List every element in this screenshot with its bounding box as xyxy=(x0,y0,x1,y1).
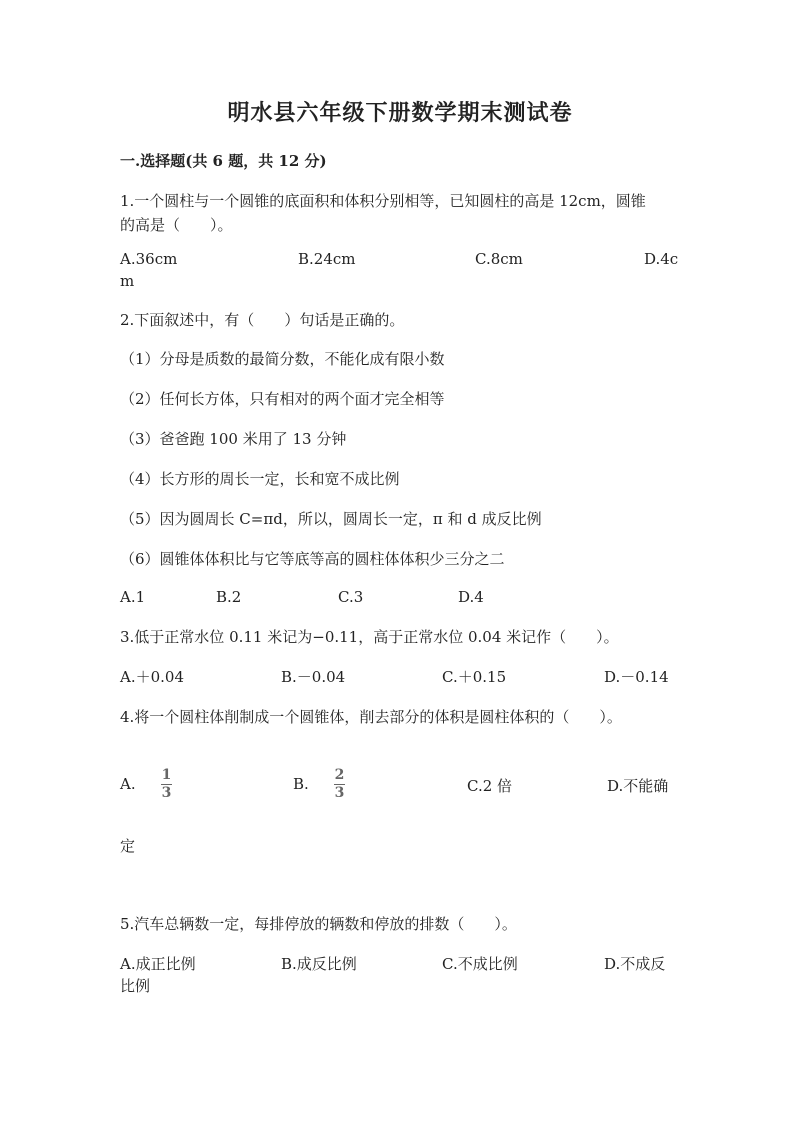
q2-statement-4: （4）长方形的周长一定，长和宽不成比例 xyxy=(120,470,400,488)
q1-option-d-wrap: m xyxy=(120,272,135,290)
q3-option-d: D.－0.14 xyxy=(604,668,669,686)
q1-stem-line1: 1.一个圆柱与一个圆锥的底面积和体积分别相等，已知圆柱的高是 12cm，圆锥 xyxy=(120,192,646,210)
q2-statement-1: （1）分母是质数的最简分数，不能化成有限小数 xyxy=(120,350,445,368)
q2-option-a: A.1 xyxy=(120,588,146,606)
q1-option-a: A.36cm xyxy=(120,250,178,268)
q5-option-b: B.成反比例 xyxy=(281,955,357,973)
q4-b-denominator: 3 xyxy=(334,785,345,801)
q2-statement-6: （6）圆锥体体积比与它等底等高的圆柱体体积少三分之二 xyxy=(120,550,505,568)
q5-option-c: C.不成比例 xyxy=(442,955,518,973)
q2-stem: 2.下面叙述中，有（ ）句话是正确的。 xyxy=(120,311,405,329)
q4-option-d: D.不能确 xyxy=(607,777,669,795)
q5-option-d-wrap: 比例 xyxy=(120,977,151,995)
page-title: 明水县六年级下册数学期末测试卷 xyxy=(227,100,573,126)
q5-option-a: A.成正比例 xyxy=(120,955,196,973)
q3-stem: 3.低于正常水位 0.11 米记为−0.11，高于正常水位 0.04 米记作（ ）。 xyxy=(120,628,619,646)
section-heading: 一.选择题(共 6 题，共 12 分) xyxy=(120,152,327,170)
q5-stem: 5.汽车总辆数一定，每排停放的辆数和停放的排数（ ）。 xyxy=(120,915,517,933)
q1-option-b: B.24cm xyxy=(298,250,356,268)
q4-b-numerator: 2 xyxy=(334,767,345,783)
q3-option-b: B.－0.04 xyxy=(281,668,346,686)
q2-option-b: B.2 xyxy=(216,588,242,606)
q4-option-a: A. xyxy=(120,775,136,793)
q1-option-d: D.4c xyxy=(644,250,679,268)
q4-a-denominator: 3 xyxy=(161,785,172,801)
q4-option-b-fraction xyxy=(334,768,345,801)
q4-option-b: B. xyxy=(293,775,309,793)
q3-option-a: A.＋0.04 xyxy=(120,668,184,686)
q4-a-numerator: 1 xyxy=(161,767,172,783)
q1-option-c: C.8cm xyxy=(475,250,523,268)
q1-stem-line2: 的高是（ ）。 xyxy=(120,216,233,234)
q2-option-c: C.3 xyxy=(338,588,364,606)
q2-statement-3: （3）爸爸跑 100 米用了 13 分钟 xyxy=(120,430,347,448)
q2-option-d: D.4 xyxy=(458,588,484,606)
q5-option-d: D.不成反 xyxy=(604,955,666,973)
q2-statement-5: （5）因为圆周长 C=πd，所以，圆周长一定，π 和 d 成反比例 xyxy=(120,510,542,528)
q4-stem: 4.将一个圆柱体削制成一个圆锥体，削去部分的体积是圆柱体积的（ ）。 xyxy=(120,708,622,726)
q2-statement-2: （2）任何长方体，只有相对的两个面才完全相等 xyxy=(120,390,445,408)
q4-option-d-wrap: 定 xyxy=(120,837,136,855)
q4-option-c: C.2 倍 xyxy=(467,777,513,795)
q4-option-a-fraction xyxy=(161,768,172,801)
q3-option-c: C.＋0.15 xyxy=(442,668,507,686)
